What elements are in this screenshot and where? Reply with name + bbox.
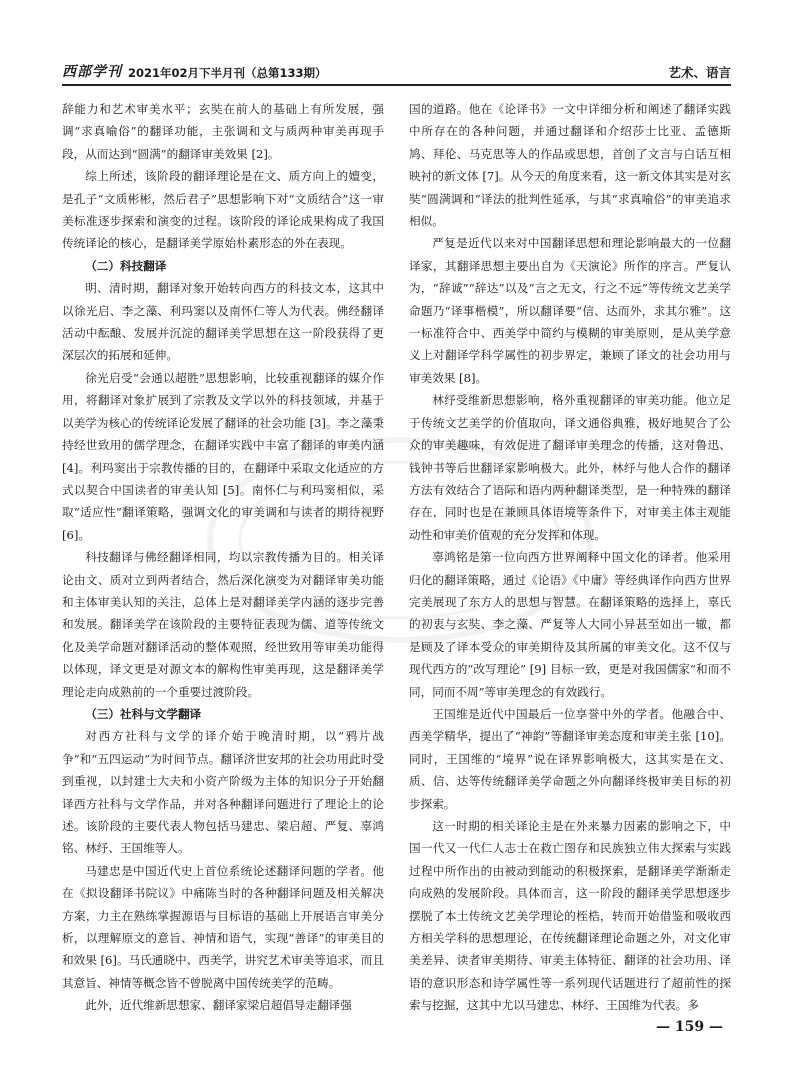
paragraph: 辞能力和艺术审美水平；玄奘在前人的基础上有所发展，强调“求真喻俗”的翻译功能，主张调和文与质两种审美再现手段，从而达到“圆满”的翻译审美效果 [2]。: [62, 102, 384, 161]
paragraph: 徐光启受“会通以超胜”思想影响，比较重视翻译的媒介作用，将翻译对象扩展到了宗教及文学以外的科技领域，并基于以美学为核心的传统译论发展了翻译的社会功能 [3]。李之藻秉持经世致用的儒学理念，在翻译实践中丰富了翻译的审美内涵 [4]。利玛窦出于宗教传播的目的，在翻译中采取文化适应的方式以契合中国读者的审美认知 [5]。南怀仁与利玛窦相似，采取“适应性”翻译策略，强调文化的审美调和与读者的期待视野 [6]。: [62, 370, 384, 542]
paragraph: 辜鸿铭是第一位向西方世界阐释中国文化的译者。他采用归化的翻译策略，通过《论语》《中庸》等经典译作向西方世界完美展现了东方人的思想与智慧。在翻译策略的选择上，辜氏的初衷与玄奘、李之藻、严复等人大同小异甚至如出一辙，都是顾及了译本受众的审美期待及其所属的审美文化。这不仅与现代西方的“改写理论” [9] 目标一致，更是对我国儒家“和而不同，同而不周”等审美理念的有效践行。: [409, 550, 731, 699]
left-column: [62, 98, 384, 1028]
body-columns: [62, 98, 731, 1028]
paragraph: 严复是近代以来对中国翻译思想和理论影响最大的一位翻译家，其翻译思想主要出自为《天演论》所作的序言。严复认为，“辞诚”“辞达”以及“言之无文，行之不远”等传统文艺美学命题乃“译事楷模”，所以翻译要“信、达而外，求其尔雅”。这一标准符合中、西美学中简约与模糊的审美原则，是从美学意义上对翻译学科学属性的初步界定，兼顾了译文的社会功用与审美效果 [8]。: [409, 236, 731, 385]
issue-info: 2021年02月下半月刊（总第133期）: [128, 66, 327, 80]
header-left: [62, 61, 327, 84]
paragraph: 明、清时期，翻译对象开始转向西方的科技文本，这其中以徐光启、李之藻、利玛窦以及南怀仁等人为代表。佛经翻译活动中酝酿、发展并沉淀的翻译美学思想在这一阶段获得了更深层次的拓展和延伸。: [62, 281, 384, 363]
running-header: [62, 58, 731, 86]
section-heading: （三）社科与文学翻译: [85, 706, 202, 721]
section-heading: （二）科技翻译: [85, 258, 167, 273]
page-number: — 159 —: [656, 1019, 723, 1035]
paragraph: 对西方社科与文学的译介始于晚清时期，以“鸦片战争”和“五四运动”为时间节点。翻译济世安邦的社会功用此时受到重视，以封建士大夫和小资产阶级为主体的知识分子开始翻译西方社科与文学作品，并对各种翻译问题进行了理论上的论述。该阶段的主要代表人物包括马建忠、梁启超、严复、辜鸿铭、林纾、王国维等人。: [62, 729, 384, 856]
paragraph: 马建忠是中国近代史上首位系统论述翻译问题的学者。他在《拟设翻译书院议》中痛陈当时的各种翻译问题及相关解决方案，力主在熟练掌握源语与目标语的基础上开展语言审美分析，以理解原文的意旨、神情和语气，实现“善译”的审美目的和效果 [6]。马氏通晓中、西美学，讲究艺术审美等追求，而且其意旨、神情等概念皆不曾脱离中国传统美学的范畴。: [62, 863, 384, 990]
paragraph: 林纾受维新思想影响，格外重视翻译的审美功能。他立足于传统文艺美学的价值取向，译文通俗典雅，极好地契合了公众的审美趣味，有效促进了翻译审美理念的传播，这对鲁迅、钱钟书等后世翻译家影响极大。此外，林纾与他人合作的翻译方法有效结合了语际和语内两种翻译类型，是一种特殊的翻译存在，同时也是在兼顾具体语境等条件下，对审美主体主观能动性和审美价值观的充分发挥和体现。: [409, 393, 731, 542]
paragraph: 这一时期的相关译论主是在外来暴力因素的影响之下，中国一代又一代仁人志士在救亡图存和民族独立伟大探索与实践过程中所作出的由被动到能动的积极探索，是翻译美学渐渐走向成熟的发展阶段。具体而言，这一阶段的翻译美学思想逐步摆脱了本土传统文艺美学理论的桎梏，转而开始借鉴和吸收西方相关学科的思想理论，在传统翻译理论命题之外，对文化审美差异、读者审美期待、审美主体特征、翻译的社会功用、译语的意识形态和诗学属性等一系列现代话题进行了超前性的探索与挖掘，这其中尤以马建忠、林纾、王国维为代表。多: [409, 819, 731, 1013]
section-tag: 艺术、语言: [668, 65, 731, 80]
journal-logo: 西部学刊: [62, 64, 122, 80]
paragraph: 王国维是近代中国最后一位享誉中外的学者。他融合中、西美学精华，提出了“神韵”等翻译审美态度和审美主张 [10]。同时，王国维的“境界”说在译界影响极大，这其实是在文、质、信、达等传统翻译美学命题之外向翻译终极审美目标的初步探索。: [409, 706, 731, 811]
right-column: [409, 98, 731, 1028]
paragraph: 科技翻译与佛经翻译相同，均以宗教传播为目的。相关译论由文、质对立到两者结合，然后深化演变为对翻译审美功能和主体审美认知的关注，总体上是对翻译美学内涵的逐步完善和发展。翻译美学在该阶段的主要特征表现为儒、道等传统文化及美学命题对翻译活动的整体观照，经世致用等审美功能得以体现，译文更是对源文本的解构性审美再现，这是翻译美学理论走向成熟前的一个重要过渡阶段。: [62, 550, 384, 699]
paragraph: 综上所述，该阶段的翻译理论是在文、质方向上的嬗变，是孔子“文质彬彬，然后君子”思想影响下对“文质结合”这一审美标准逐步探索和演变的过程。该阶段的译论成果构成了我国传统译论的核心，是翻译美学原始朴素形态的外在表现。: [62, 169, 384, 251]
paragraph: 国的道路。他在《论译书》一文中详细分析和阐述了翻译实践中所存在的各种问题，并通过翻译和介绍莎士比亚、孟德斯鸠、拜伦、马克思等人的作品或思想，首创了文言与白话互相映衬的新文体 [7]。从今天的角度来看，这一新文体其实是对玄奘“圆满调和”译法的批判性延承，与其“求真喻俗”的审美追求相似。: [409, 102, 731, 229]
paragraph: 此外，近代维新思想家、翻译家梁启超倡导走翻译强: [85, 998, 352, 1013]
